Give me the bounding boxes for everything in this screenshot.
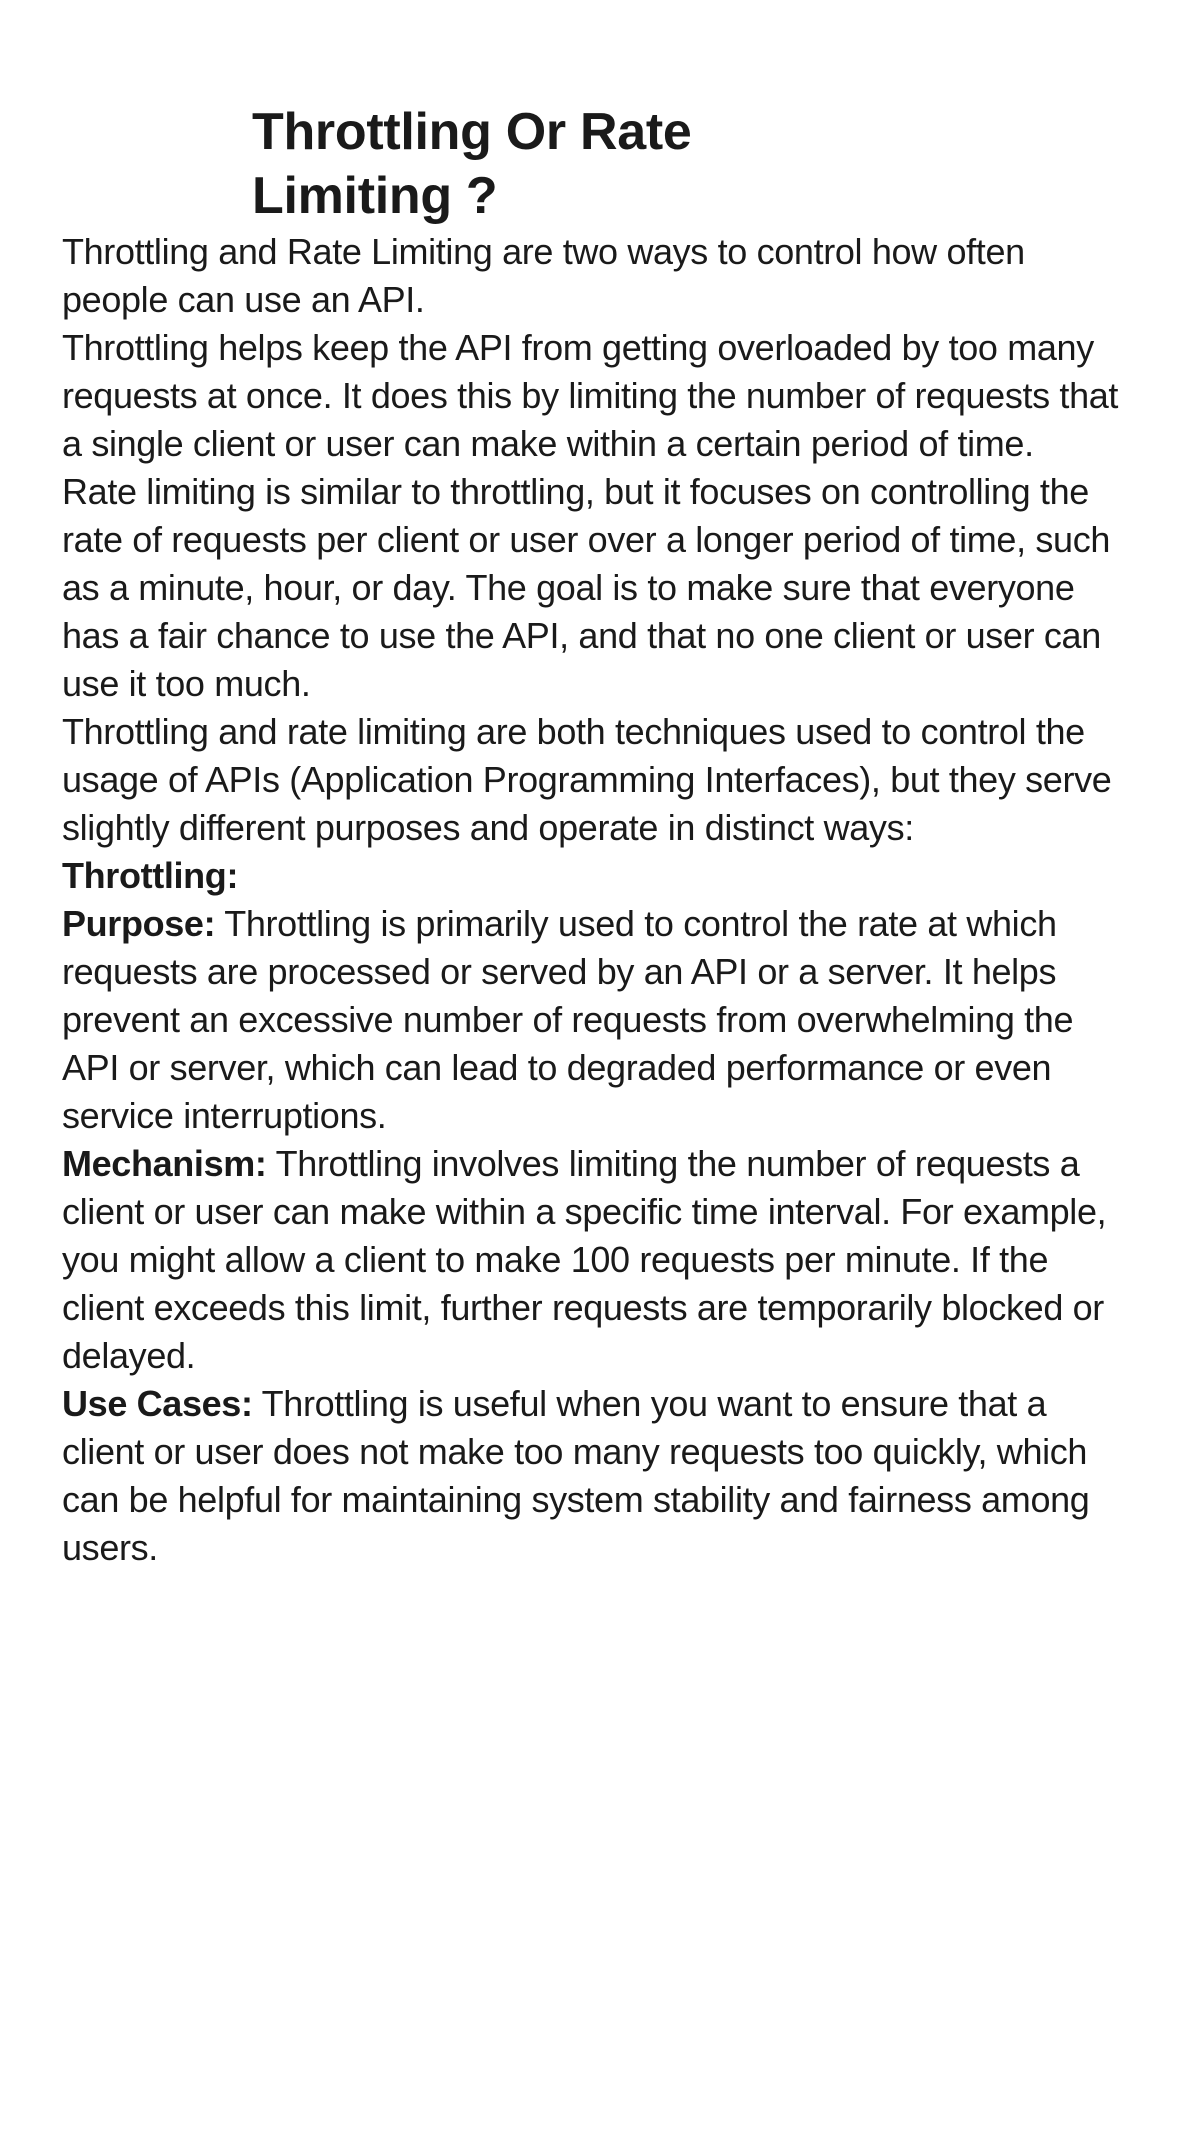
definition-use-cases [62, 1380, 1122, 1572]
throttling-summary-paragraph: Throttling helps keep the API from getting overloaded by too many requests at once. It does this by limiting the number of requests that a single client or user can make within a certain period of time. [62, 327, 1119, 464]
page-title: Throttling Or Rate Limiting ? [252, 103, 692, 225]
definition-term: Purpose: [62, 903, 216, 944]
definition-purpose [62, 900, 1122, 1140]
definition-text: Throttling is primarily used to control the rate at which requests are processed or served by an API or a server. It helps prevent an excessive number of requests from overwhelming the API or server, which can lead to degraded performance or even service interruptions. [62, 903, 1074, 1136]
definition-term: Mechanism: [62, 1143, 267, 1184]
definition-term: Use Cases: [62, 1383, 253, 1424]
definition-text: Throttling involves limiting the number of requests a client or user can make within a specific time interval. For example, you might allow a client to make 100 requests per minute. If the client exceeds this limit, further requests are temporarily blocked or delayed. [62, 1143, 1107, 1376]
definition-mechanism [62, 1140, 1122, 1380]
definition-text: Throttling is useful when you want to ensure that a client or user does not make too many requests too quickly, which can be helpful for maintaining system stability and fairness among users. [62, 1383, 1090, 1568]
comparison-paragraph: Throttling and rate limiting are both techniques used to control the usage of APIs (Application Programming Interfaces), but they serve slightly different purposes and operate in distinct ways: [62, 711, 1112, 848]
section-heading-throttling: Throttling: [62, 855, 239, 896]
intro-paragraph: Throttling and Rate Limiting are two ways to control how often people can use an API. [62, 231, 1025, 320]
document-page [62, 100, 1122, 1572]
rate-limiting-summary-paragraph: Rate limiting is similar to throttling, but it focuses on controlling the rate of requests per client or user over a longer period of time, such as a minute, hour, or day. The goal is to make sure that everyone has a fair chance to use the API, and that no one client or user can use it too much. [62, 471, 1111, 704]
